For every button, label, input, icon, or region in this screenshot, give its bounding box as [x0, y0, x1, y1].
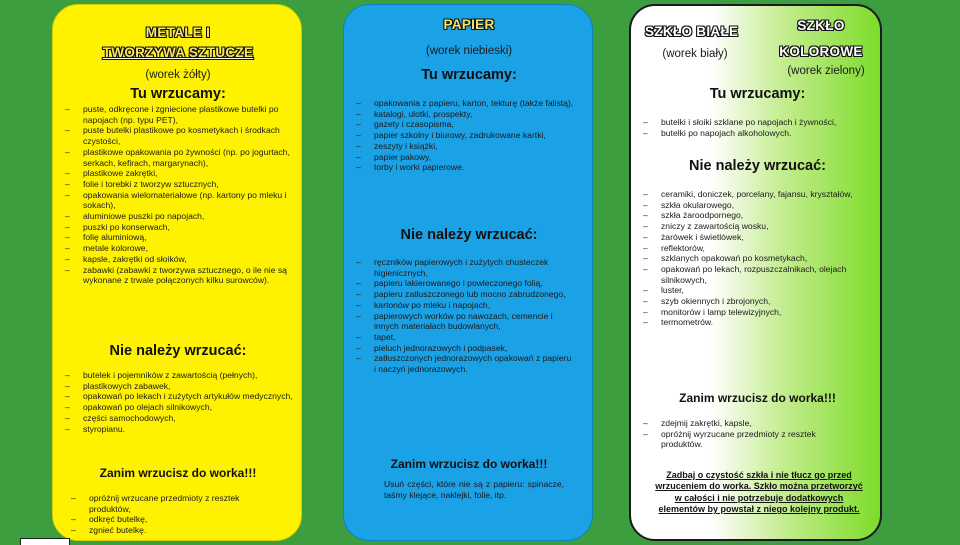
yellow-not-list — [53, 370, 293, 434]
white-glass-title: SZKŁO BIAŁE — [645, 24, 739, 39]
list-item: – kapsle, zakrętki od słoików, — [53, 254, 293, 265]
list-item: – papier szkolny i biurowy, zadrukowane kartki, — [344, 130, 584, 141]
list-item: – puszki po konserwach, — [53, 222, 293, 233]
green-not-heading: Nie należy wrzucać: — [689, 158, 826, 174]
list-item: – papieru zatłuszczonego lub mocno zabrudzonego, — [344, 289, 574, 300]
yellow-title-line1: METALE I — [145, 25, 211, 40]
list-item: – zgnieć butelkę. — [59, 525, 274, 536]
list-item: – opakowań po lekach i zużytych artykułów medycznych, — [53, 391, 293, 402]
list-item: – gazety i czasopisma, — [344, 119, 584, 130]
list-item: – ceramiki, doniczek, porcelany, fajansu, kryształów, — [631, 189, 871, 200]
list-item: – części samochodowych, — [53, 413, 293, 424]
yellow-not-heading: Nie należy wrzucać: — [109, 343, 247, 359]
list-item: – zniczy z zawartością wosku, — [631, 221, 871, 232]
list-item: – opakowania wielomateriałowe (np. kartony po mleku i sokach), — [53, 190, 293, 211]
list-item: – tapet, — [344, 332, 574, 343]
list-item: – plastikowe opakowania po żywności (np. po jogurtach, serkach, kefirach, margarynach), — [53, 147, 293, 168]
green-not-list — [631, 189, 871, 328]
list-item: – szklanych opakowań po kosmetykach, — [631, 253, 871, 264]
list-item: – reflektorów, — [631, 243, 871, 254]
list-item: – zeszyty i książki, — [344, 141, 584, 152]
blue-bag-label: (worek niebieski) — [425, 45, 513, 57]
yellow-before-list — [59, 493, 274, 536]
list-item: – butelki po napojach alkoholowych. — [631, 128, 876, 139]
blue-not-list — [344, 257, 574, 375]
green-throw-list — [631, 117, 876, 138]
list-item: – styropianu. — [53, 424, 293, 435]
list-item: – opróżnij wrzucane przedmioty z resztek produktów, — [59, 493, 274, 514]
list-item: – ręczników papierowych i zużytych chusteczek higienicznych, — [344, 257, 574, 278]
list-item: – opakowań po olejach silnikowych, — [53, 402, 293, 413]
list-item: – pieluch jednorazowych i podpasek, — [344, 343, 574, 354]
yellow-throw-list — [53, 104, 293, 286]
yellow-title-line2: TWORZYWA SZTUCZE — [102, 45, 254, 60]
list-item: – odkręć butelkę, — [59, 514, 274, 525]
blue-before-heading: Zanim wrzucisz do worka!!! — [390, 457, 548, 471]
list-item: – opakowań po lekach, rozpuszczalnikach, olejach silnikowych, — [631, 264, 871, 285]
list-item: – luster, — [631, 285, 871, 296]
list-item: – papier pakowy, — [344, 152, 584, 163]
corner-frame — [20, 538, 70, 545]
list-item: – szkła okularowego, — [631, 200, 871, 211]
white-glass-bag-label: (worek biały) — [662, 48, 728, 60]
list-item: – żarówek i świetlówek, — [631, 232, 871, 243]
list-item: – puste butelki plastikowe po kosmetykach i środkach czystości, — [53, 125, 293, 146]
list-item: – opróżnij wyrzucane przedmioty z resztek produktów. — [631, 429, 856, 450]
list-item: – puste, odkręcone i zgniecione plastikowe butelki po napojach (np. typu PET), — [53, 104, 293, 125]
green-before-list — [631, 418, 856, 450]
list-item: – plastikowe zakrętki, — [53, 168, 293, 179]
list-item: – papierowych worków po nawozach, cemencie i innych materiałach budowlanych, — [344, 311, 574, 332]
glass-note: Zadbaj o czystość szkła i nie tłucz go przed wrzuceniem do worka. Szkło można przetworzyć w całości i nie potrzebuje dodatkowych elementów by powstał z niego kolejny produkt. — [655, 470, 863, 515]
list-item: – zdejmij zakrętki, kapsle, — [631, 418, 856, 429]
blue-title: PAPIER — [443, 17, 495, 32]
list-item: – zabawki (zabawki z tworzywa sztucznego, o ile nie są wykonane z trwale połączonych kilku surowców). — [53, 265, 293, 286]
glass-card — [629, 4, 882, 541]
blue-throw-list — [344, 98, 584, 173]
green-throw-heading: Tu wrzucamy: — [709, 86, 806, 102]
list-item: – metale kolorowe, — [53, 243, 293, 254]
list-item: – katalogi, ulotki, prospekty, — [344, 109, 584, 120]
list-item: – papieru lakierowanego i powleczonego folią, — [344, 278, 574, 289]
colored-glass-bag-label: (worek zielony) — [787, 65, 865, 77]
list-item: – opakowania z papieru, karton, tekturę (także falistą), — [344, 98, 584, 109]
blue-not-heading: Nie należy wrzucać: — [400, 227, 538, 243]
list-item: – plastikowych zabawek, — [53, 381, 293, 392]
list-item: – kartonów po mleku i napojach, — [344, 300, 574, 311]
blue-throw-heading: Tu wrzucamy: — [421, 67, 517, 83]
blue-before-text: Usuń części, które nie są z papieru: spinacze, taśmy klejące, naklejki, folie, itp. — [384, 479, 564, 500]
metals-plastics-card — [52, 4, 302, 541]
green-before-heading: Zanim wrzucisz do worka!!! — [679, 391, 836, 405]
list-item: – butelki i słoiki szklane po napojach i żywności, — [631, 117, 876, 128]
list-item: – aluminiowe puszki po napojach, — [53, 211, 293, 222]
list-item: – folię aluminiową, — [53, 232, 293, 243]
list-item: – folie i torebki z tworzyw sztucznych, — [53, 179, 293, 190]
yellow-throw-heading: Tu wrzucamy: — [130, 86, 226, 102]
yellow-before-heading: Zanim wrzucisz do worka!!! — [99, 466, 257, 480]
list-item: – szkła żaroodpornego, — [631, 210, 871, 221]
list-item: – torby i worki papierowe. — [344, 162, 584, 173]
yellow-bag-label: (worek żółty) — [145, 69, 211, 81]
list-item: – termometrów. — [631, 317, 871, 328]
colored-glass-title-line2: KOLOROWE — [779, 44, 863, 59]
list-item: – monitorów i lamp telewizyjnych, — [631, 307, 871, 318]
list-item: – butelek i pojemników z zawartością (pełnych), — [53, 370, 293, 381]
list-item: – szyb okiennych i zbrojonych, — [631, 296, 871, 307]
list-item: – zatłuszczonych jednorazowych opakowań z papieru i naczyń jednorazowych. — [344, 353, 574, 374]
paper-card — [343, 4, 593, 541]
colored-glass-title-line1: SZKŁO — [797, 18, 845, 33]
